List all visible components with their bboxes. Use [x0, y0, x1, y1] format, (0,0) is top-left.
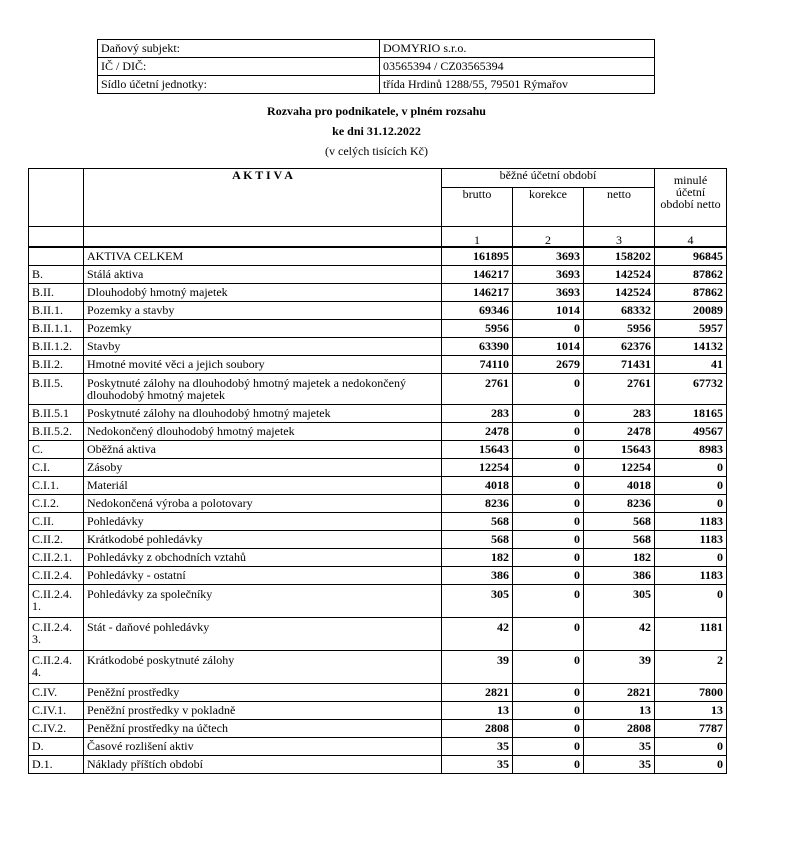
info-value: třída Hrdinů 1288/55, 79501 Rýmařov [380, 76, 655, 94]
col-korekce-header: korekce [513, 188, 584, 227]
value-brutto: 8236 [442, 495, 513, 513]
row-name: Časové rozlišení aktiv [84, 738, 442, 756]
value-prev-netto: 7800 [655, 684, 727, 702]
col-number: 1 [442, 227, 513, 248]
table-body [29, 247, 727, 774]
value-brutto: 146217 [442, 284, 513, 302]
value-brutto: 35 [442, 756, 513, 774]
value-netto: 2761 [584, 374, 655, 405]
col-brutto-header: brutto [442, 188, 513, 227]
value-netto: 71431 [584, 356, 655, 374]
value-korekce: 1014 [513, 338, 584, 356]
col-number: 2 [513, 227, 584, 248]
empty-cell [29, 227, 84, 248]
value-prev-netto: 96845 [655, 247, 727, 266]
value-netto: 568 [584, 531, 655, 549]
row-name: Nedokončená výroba a polotovary [84, 495, 442, 513]
value-brutto: 39 [442, 651, 513, 684]
row-name: Oběžná aktiva [84, 441, 442, 459]
table-row [29, 302, 727, 320]
document-date: ke dni 31.12.2022 [332, 124, 421, 138]
value-prev-netto: 41 [655, 356, 727, 374]
value-prev-netto: 7787 [655, 720, 727, 738]
value-korekce: 0 [513, 549, 584, 567]
row-name: Stavby [84, 338, 442, 356]
table-row [29, 567, 727, 585]
row-name: Stát - daňové pohledávky [84, 618, 442, 651]
value-netto: 15643 [584, 441, 655, 459]
header-code-cell [29, 169, 84, 227]
value-brutto: 15643 [442, 441, 513, 459]
value-prev-netto: 1183 [655, 567, 727, 585]
row-code: C.IV. [29, 684, 84, 702]
value-brutto: 2761 [442, 374, 513, 405]
col-number: 3 [584, 227, 655, 248]
table-row [29, 684, 727, 702]
value-prev-netto: 1183 [655, 513, 727, 531]
row-code: C.I.2. [29, 495, 84, 513]
row-code: C.IV.2. [29, 720, 84, 738]
value-korekce: 0 [513, 513, 584, 531]
table-row [29, 356, 727, 374]
value-prev-netto: 5957 [655, 320, 727, 338]
value-netto: 35 [584, 756, 655, 774]
value-brutto: 568 [442, 513, 513, 531]
table-row [29, 618, 727, 651]
value-brutto: 4018 [442, 477, 513, 495]
table-row [29, 720, 727, 738]
value-prev-netto: 18165 [655, 405, 727, 423]
value-netto: 142524 [584, 284, 655, 302]
value-brutto: 63390 [442, 338, 513, 356]
value-netto: 42 [584, 618, 655, 651]
value-prev-netto: 20089 [655, 302, 727, 320]
document-units: (v celých tisících Kč) [325, 144, 428, 158]
value-prev-netto: 0 [655, 477, 727, 495]
table-row [29, 266, 727, 284]
row-code: C.II.2.4. 1. [29, 585, 84, 618]
table-row [29, 651, 727, 684]
value-netto: 39 [584, 651, 655, 684]
value-prev-netto: 0 [655, 756, 727, 774]
row-name: Pohledávky z obchodních vztahů [84, 549, 442, 567]
value-korekce: 0 [513, 495, 584, 513]
value-brutto: 5956 [442, 320, 513, 338]
row-name: Náklady příštích období [84, 756, 442, 774]
row-name: Peněžní prostředky na účtech [84, 720, 442, 738]
value-korekce: 0 [513, 459, 584, 477]
row-code [29, 247, 84, 266]
value-korekce: 3693 [513, 266, 584, 284]
value-prev-netto: 8983 [655, 441, 727, 459]
info-value: DOMYRIO s.r.o. [380, 40, 655, 58]
company-info-table [97, 39, 655, 94]
table-row [29, 513, 727, 531]
value-korekce: 0 [513, 477, 584, 495]
value-netto: 2821 [584, 684, 655, 702]
value-netto: 386 [584, 567, 655, 585]
value-brutto: 74110 [442, 356, 513, 374]
value-brutto: 13 [442, 702, 513, 720]
row-code: B.II.5.2. [29, 423, 84, 441]
value-korekce: 2679 [513, 356, 584, 374]
row-code: C.II.2.4. 3. [29, 618, 84, 651]
value-korekce: 3693 [513, 284, 584, 302]
value-korekce: 0 [513, 320, 584, 338]
row-name: Poskytnuté zálohy na dlouhodobý hmotný majetek a nedokončený dlouhodobý hmotný majetek [84, 374, 442, 405]
value-korekce: 0 [513, 756, 584, 774]
value-korekce: 0 [513, 618, 584, 651]
table-row [29, 549, 727, 567]
row-name: Pohledávky za společníky [84, 585, 442, 618]
row-name: Pohledávky [84, 513, 442, 531]
table-row [29, 477, 727, 495]
info-label: Sídlo účetní jednotky: [98, 76, 380, 94]
value-brutto: 12254 [442, 459, 513, 477]
row-name: Krátkodobé poskytnuté zálohy [84, 651, 442, 684]
row-code: B.II.2. [29, 356, 84, 374]
value-brutto: 305 [442, 585, 513, 618]
value-prev-netto: 13 [655, 702, 727, 720]
value-netto: 13 [584, 702, 655, 720]
row-name: Zásoby [84, 459, 442, 477]
row-code: C.II.2.4. 4. [29, 651, 84, 684]
empty-cell [84, 227, 442, 248]
value-netto: 2808 [584, 720, 655, 738]
row-code: B.II. [29, 284, 84, 302]
info-row [98, 40, 655, 58]
info-label: IČ / DIČ: [98, 58, 380, 76]
row-name: Pozemky [84, 320, 442, 338]
table-row [29, 459, 727, 477]
value-prev-netto: 87862 [655, 266, 727, 284]
value-prev-netto: 14132 [655, 338, 727, 356]
value-netto: 5956 [584, 320, 655, 338]
value-netto: 305 [584, 585, 655, 618]
row-name: Dlouhodobý hmotný majetek [84, 284, 442, 302]
value-brutto: 35 [442, 738, 513, 756]
row-name: Krátkodobé pohledávky [84, 531, 442, 549]
value-korekce: 0 [513, 531, 584, 549]
value-prev-netto: 2 [655, 651, 727, 684]
value-prev-netto: 0 [655, 549, 727, 567]
table-row [29, 374, 727, 405]
table-row [29, 495, 727, 513]
value-korekce: 0 [513, 720, 584, 738]
value-netto: 35 [584, 738, 655, 756]
row-code: B.II.1.2. [29, 338, 84, 356]
value-korekce: 0 [513, 738, 584, 756]
info-value: 03565394 / CZ03565394 [380, 58, 655, 76]
value-prev-netto: 87862 [655, 284, 727, 302]
value-prev-netto: 0 [655, 738, 727, 756]
value-korekce: 0 [513, 441, 584, 459]
value-brutto: 182 [442, 549, 513, 567]
document-title: Rozvaha pro podnikatele, v plném rozsahu [267, 104, 486, 118]
table-row [29, 756, 727, 774]
row-code: B.II.1. [29, 302, 84, 320]
row-code: C.I.1. [29, 477, 84, 495]
info-row [98, 58, 655, 76]
row-code: B.II.1.1. [29, 320, 84, 338]
balance-sheet-table [28, 168, 727, 774]
value-brutto: 2821 [442, 684, 513, 702]
value-brutto: 2808 [442, 720, 513, 738]
value-prev-netto: 0 [655, 585, 727, 618]
value-brutto: 568 [442, 531, 513, 549]
value-netto: 12254 [584, 459, 655, 477]
value-brutto: 42 [442, 618, 513, 651]
value-korekce: 0 [513, 567, 584, 585]
row-name: Poskytnuté zálohy na dlouhodobý hmotný majetek [84, 405, 442, 423]
row-code: C.II.2.4. [29, 567, 84, 585]
value-korekce: 0 [513, 684, 584, 702]
value-prev-netto: 1183 [655, 531, 727, 549]
row-name: Peněžní prostředky v pokladně [84, 702, 442, 720]
row-name: Pozemky a stavby [84, 302, 442, 320]
row-name: Pohledávky - ostatní [84, 567, 442, 585]
row-code: D.1. [29, 756, 84, 774]
value-prev-netto: 0 [655, 459, 727, 477]
value-brutto: 161895 [442, 247, 513, 266]
table-row [29, 531, 727, 549]
col-number: 4 [655, 227, 727, 248]
header-row [29, 169, 727, 188]
value-brutto: 283 [442, 405, 513, 423]
row-code: C.IV.1. [29, 702, 84, 720]
value-korekce: 1014 [513, 302, 584, 320]
row-code: B.II.5. [29, 374, 84, 405]
table-row [29, 405, 727, 423]
table-row [29, 284, 727, 302]
value-netto: 568 [584, 513, 655, 531]
current-period-header: běžné účetní období [442, 169, 655, 188]
value-prev-netto: 49567 [655, 423, 727, 441]
col-netto-header: netto [584, 188, 655, 227]
table-row [29, 423, 727, 441]
info-label: Daňový subjekt: [98, 40, 380, 58]
value-korekce: 0 [513, 405, 584, 423]
value-netto: 68332 [584, 302, 655, 320]
value-prev-netto: 67732 [655, 374, 727, 405]
value-netto: 142524 [584, 266, 655, 284]
value-prev-netto: 1181 [655, 618, 727, 651]
value-korekce: 0 [513, 651, 584, 684]
value-korekce: 3693 [513, 247, 584, 266]
row-code: C.II. [29, 513, 84, 531]
table-row [29, 320, 727, 338]
value-korekce: 0 [513, 374, 584, 405]
row-code: B. [29, 266, 84, 284]
value-netto: 158202 [584, 247, 655, 266]
value-korekce: 0 [513, 585, 584, 618]
table-row [29, 338, 727, 356]
row-code: B.II.5.1 [29, 405, 84, 423]
info-row [98, 76, 655, 94]
table-row [29, 702, 727, 720]
value-korekce: 0 [513, 423, 584, 441]
value-korekce: 0 [513, 702, 584, 720]
row-name: Hmotné movité věci a jejich soubory [84, 356, 442, 374]
value-brutto: 2478 [442, 423, 513, 441]
row-name: AKTIVA CELKEM [84, 247, 442, 266]
row-name: Nedokončený dlouhodobý hmotný majetek [84, 423, 442, 441]
row-code: C.II.2. [29, 531, 84, 549]
value-brutto: 386 [442, 567, 513, 585]
row-name: Peněžní prostředky [84, 684, 442, 702]
table-row [29, 247, 727, 266]
value-netto: 8236 [584, 495, 655, 513]
table-row [29, 738, 727, 756]
table-row [29, 441, 727, 459]
value-netto: 2478 [584, 423, 655, 441]
value-netto: 4018 [584, 477, 655, 495]
column-number-row [29, 227, 727, 248]
value-prev-netto: 0 [655, 495, 727, 513]
value-brutto: 69346 [442, 302, 513, 320]
row-name: Materiál [84, 477, 442, 495]
aktiva-header: A K T I V A [84, 169, 442, 227]
row-code: C. [29, 441, 84, 459]
value-netto: 182 [584, 549, 655, 567]
row-code: C.II.2.1. [29, 549, 84, 567]
table-row [29, 585, 727, 618]
value-netto: 283 [584, 405, 655, 423]
value-brutto: 146217 [442, 266, 513, 284]
row-code: D. [29, 738, 84, 756]
row-code: C.I. [29, 459, 84, 477]
value-netto: 62376 [584, 338, 655, 356]
row-name: Stálá aktiva [84, 266, 442, 284]
prev-period-header: minulé účetní období netto [655, 169, 727, 227]
